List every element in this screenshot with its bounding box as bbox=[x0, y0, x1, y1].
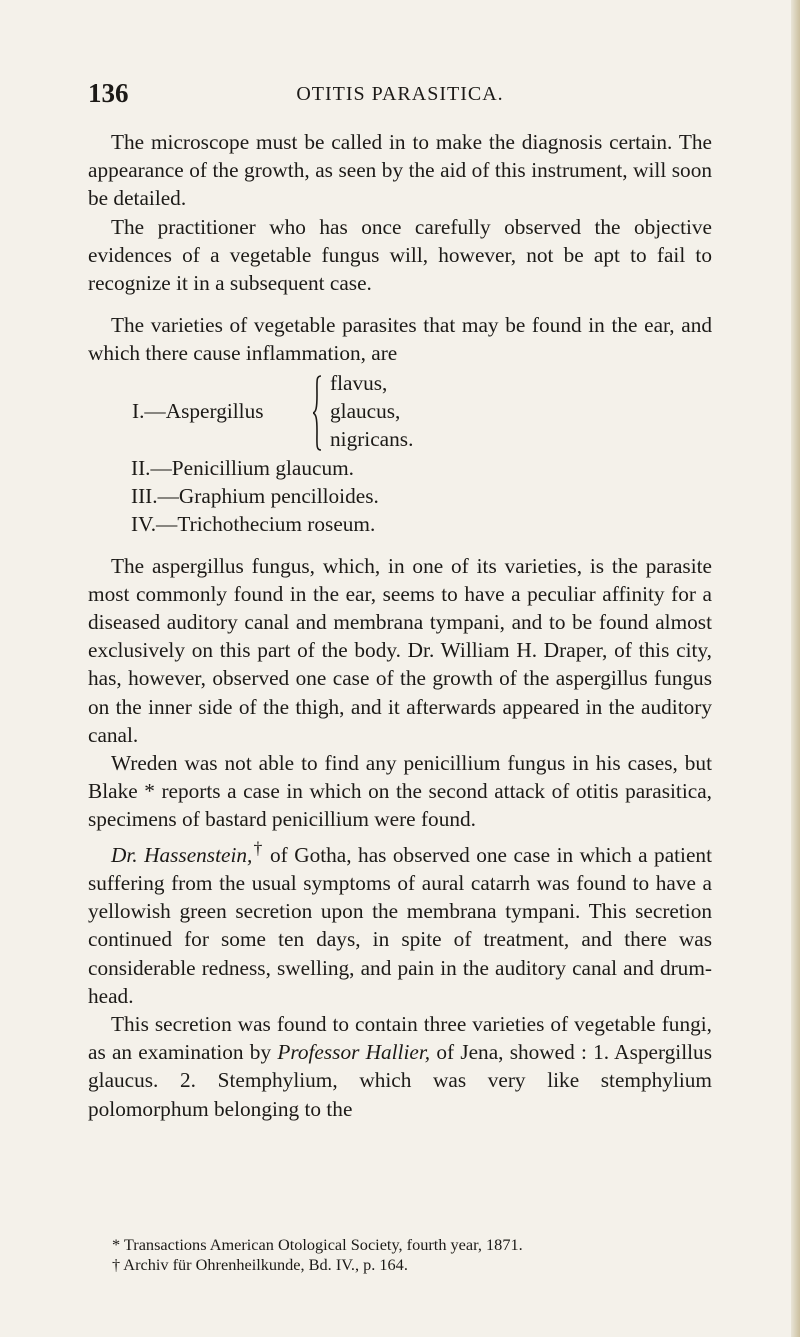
page-edge bbox=[791, 0, 800, 1337]
paragraph: The microscope must be called in to make the diagnosis certain. The appearance of the growth, as seen by the aid of this instrument, will soon be detailed. bbox=[88, 130, 712, 211]
classification-aspergillus bbox=[88, 369, 712, 454]
brace-icon bbox=[313, 375, 322, 451]
paragraph: This secretion was found to contain three varieties of vegetable fungi, as an examination by Professor Hallier, of Jena, showed : 1. Aspergillus glaucus. 2. Stemphylium, which was very like stemphylium polomorphum belonging to the bbox=[88, 1011, 712, 1121]
footnote: † Archiv für Ohrenheilkunde, Bd. IV., p. 164. bbox=[112, 1254, 408, 1274]
paragraph: The aspergillus fungus, which, in one of its varieties, is the parasite most commonly found in the ear, seems to have a peculiar affinity for a diseased auditory canal and membrana tympani, and to be found almost exclusively on this part of the body. Dr. William H. Draper, of this city, has, however, observed one case of the growth of the aspergillus fungus on the inner side of the thigh, and it afterwards appeared in the auditory canal. bbox=[88, 553, 712, 747]
aspergillus-label: I.—Aspergillus bbox=[132, 398, 264, 423]
author-name: Dr. Hassenstein, bbox=[111, 842, 253, 867]
running-head: OTITIS PARASITICA. bbox=[296, 83, 504, 105]
paragraph: The practitioner who has once carefully observed the objective evidences of a vegetable fungus will, however, not be apt to fail to recognize it in a subsequent case. bbox=[88, 214, 712, 296]
classification-item: IV.—Trichothecium roseum. bbox=[131, 511, 376, 536]
footnotes bbox=[112, 1235, 712, 1274]
variety-item: nigricans. bbox=[330, 426, 414, 451]
page-header bbox=[88, 78, 712, 114]
author-name: Professor Hallier, bbox=[277, 1040, 431, 1065]
footnote-mark: † bbox=[252, 837, 264, 858]
variety-item: glaucus, bbox=[330, 398, 401, 423]
footnote: * Transactions American Otological Society, fourth year, 1871. bbox=[112, 1235, 523, 1254]
variety-item: flavus, bbox=[330, 370, 388, 395]
paragraph: Dr. Hassenstein,† of Gotha, has observed one case in which a patient suffering from the usual symptoms of aural catarrh was found to have a yellowish green secretion upon the membrana tympani. This secretion continued for some ten days, in spite of treatment, and there was considerable redness, swelling, and pain in the auditory canal and drum-head. bbox=[88, 837, 712, 1008]
classification-item: III.—Graphium pencilloides. bbox=[131, 483, 379, 508]
classification-item: II.—Penicillium glaucum. bbox=[131, 455, 354, 480]
paragraph: Wreden was not able to find any penicillium fungus in his cases, but Blake * reports a case in which on the second attack of otitis parasitica, specimens of bastard penicillium were found. bbox=[88, 751, 712, 832]
page-number: 136 bbox=[88, 78, 129, 108]
page-body bbox=[88, 128, 712, 1123]
paragraph: The varieties of vegetable parasites that may be found in the ear, and which there cause inflammation, are bbox=[88, 313, 712, 366]
aspergillus-varieties bbox=[330, 369, 413, 453]
